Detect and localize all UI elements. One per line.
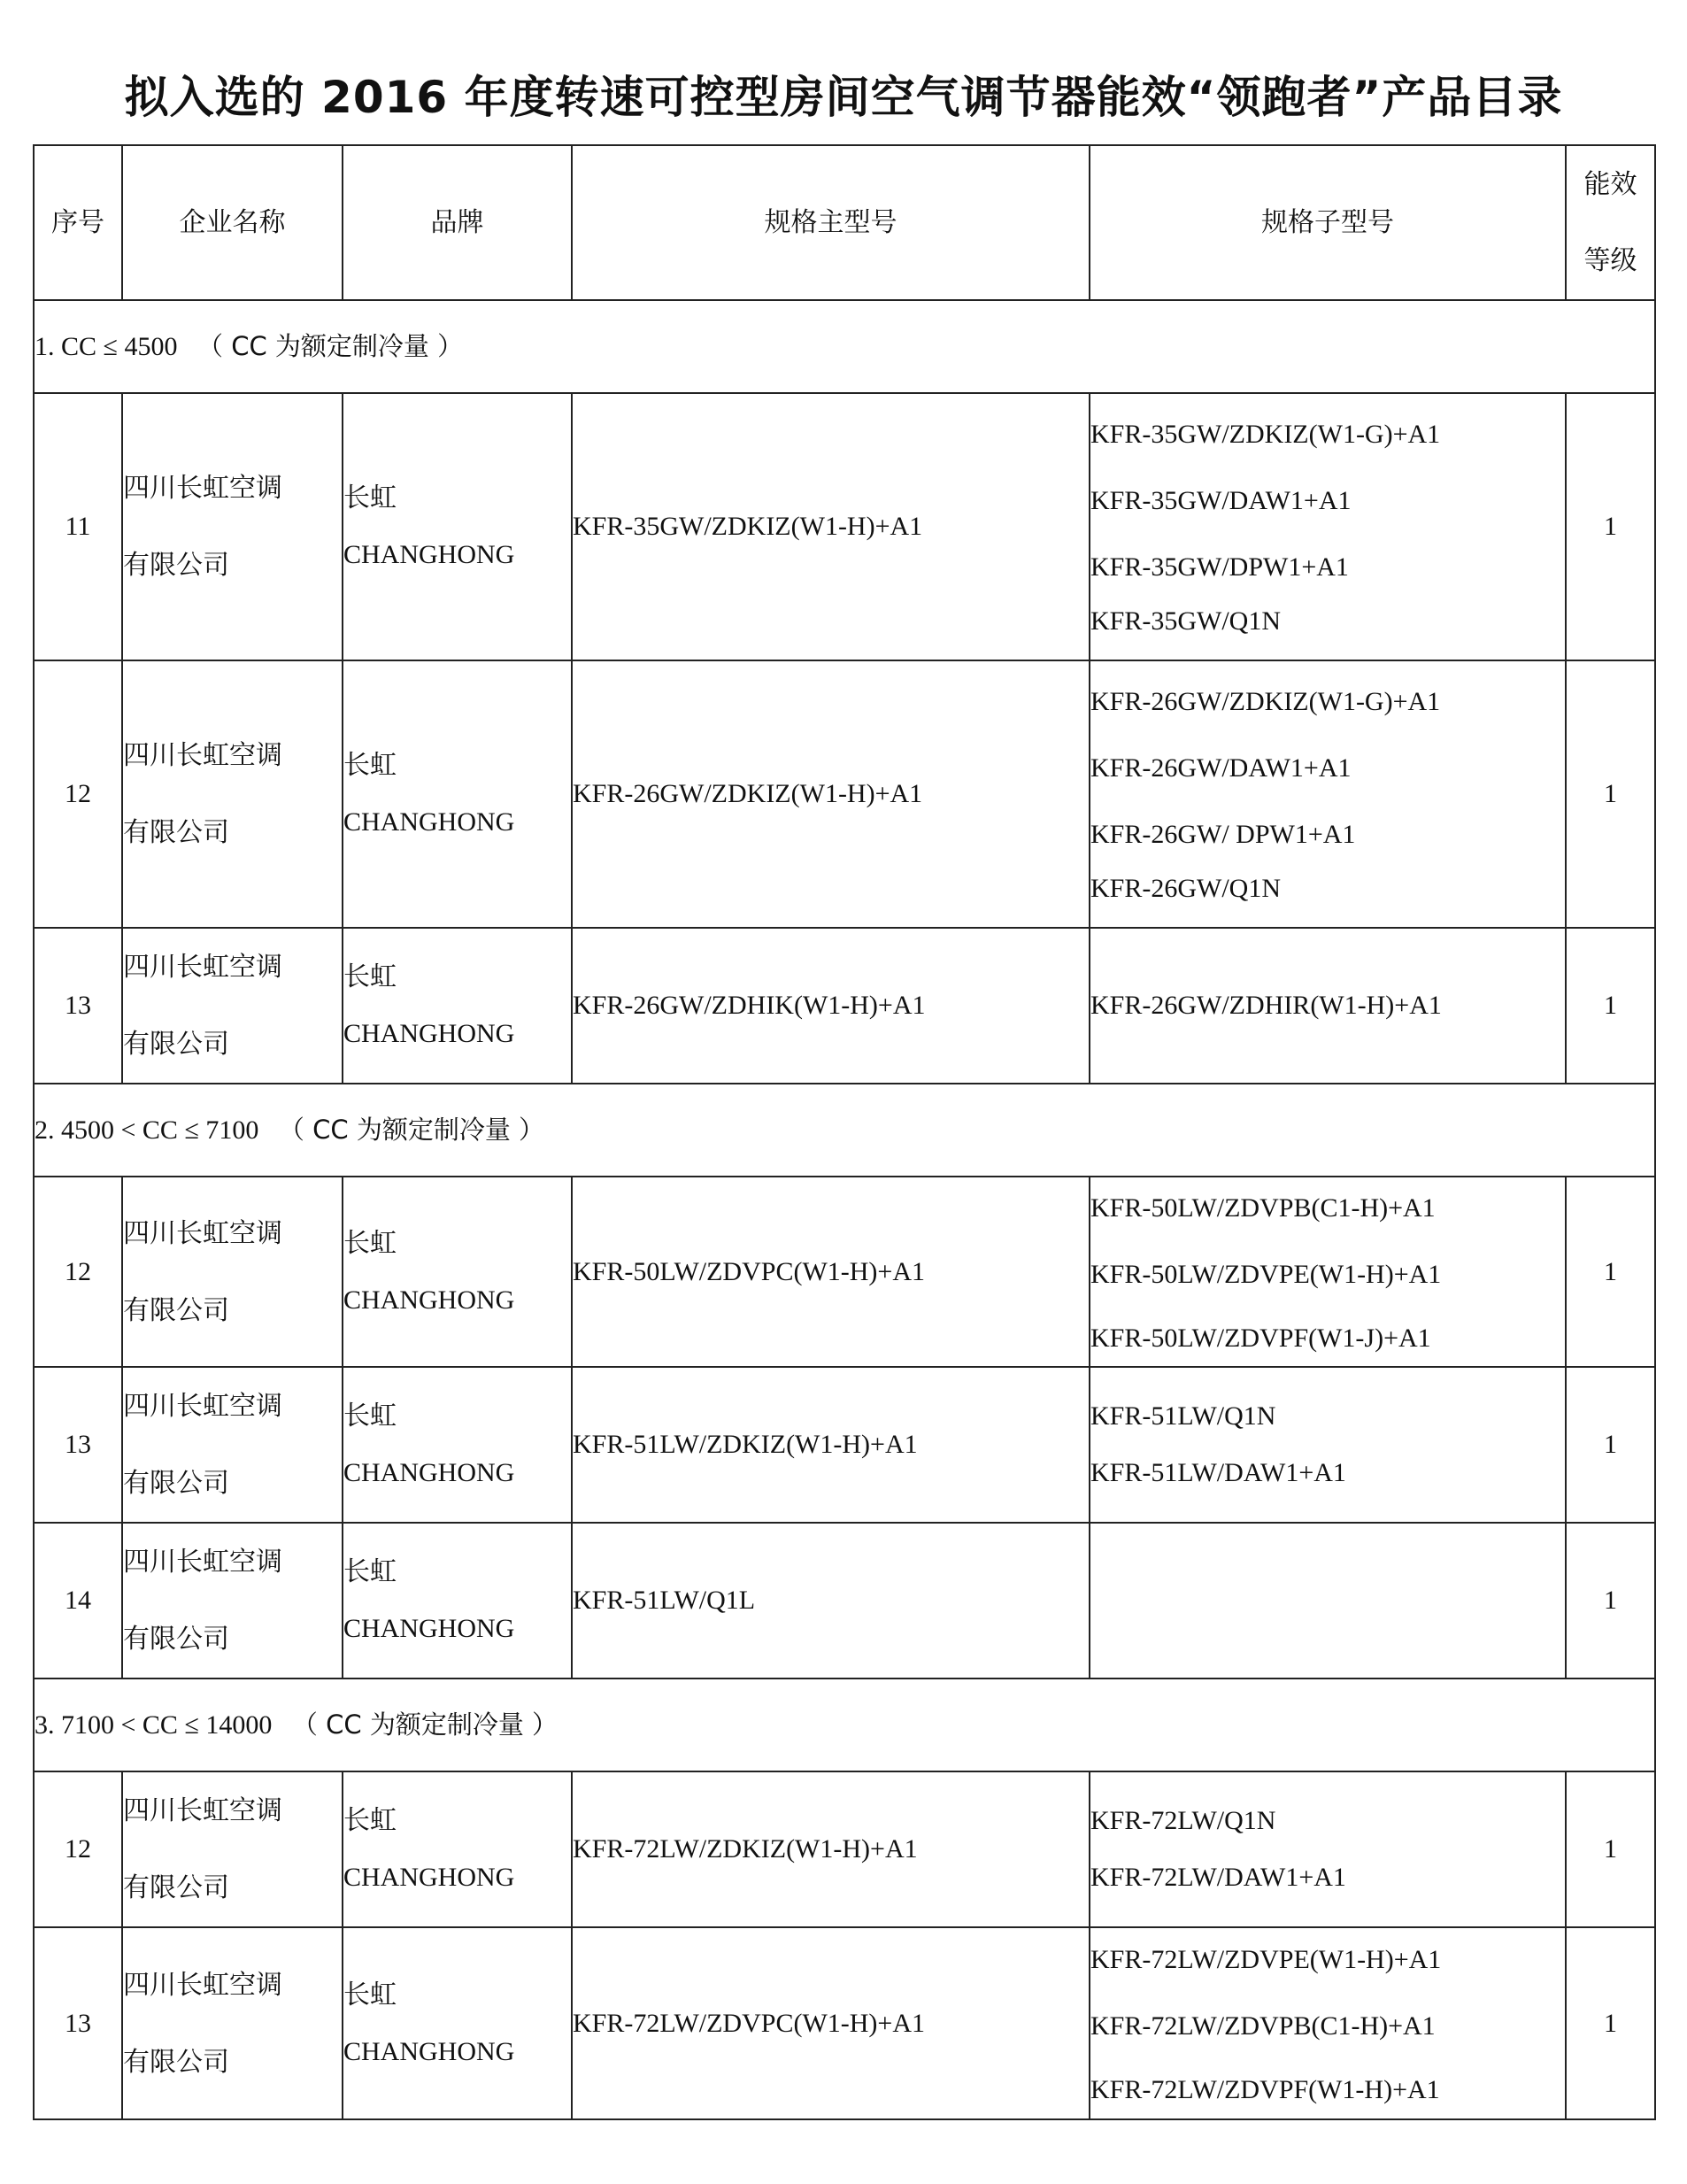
- row-seq: 13: [34, 928, 122, 1084]
- section-label: 2. 4500 < CC ≤ 7100: [35, 1115, 259, 1145]
- row-sub-models: [1090, 1523, 1566, 1679]
- row-grade: 1: [1566, 1771, 1655, 1927]
- row-grade: 1: [1566, 660, 1655, 928]
- row-company: 四川长虹空调 有限公司: [122, 1523, 343, 1679]
- row-grade: 1: [1566, 1927, 1655, 2119]
- section-note: （ CC 为额定制冷量 ）: [278, 1114, 545, 1145]
- row-brand: 长虹 CHANGHONG: [343, 928, 572, 1084]
- sub-model: KFR-26GW/DAW1+A1: [1090, 753, 1352, 783]
- row-seq: 13: [34, 1367, 122, 1523]
- sub-model: KFR-50LW/ZDVPF(W1-J)+A1: [1090, 1323, 1431, 1353]
- sub-model: KFR-35GW/DAW1+A1: [1090, 486, 1352, 515]
- sub-model: KFR-72LW/DAW1+A1: [1090, 1863, 1346, 1892]
- row-grade: 1: [1566, 1177, 1655, 1367]
- sub-model: KFR-72LW/Q1N: [1090, 1806, 1276, 1835]
- row-main-model: KFR-72LW/ZDKIZ(W1-H)+A1: [572, 1771, 1090, 1927]
- row-sub-models: [1090, 928, 1566, 1084]
- sub-model: KFR-26GW/ DPW1+A1: [1090, 820, 1356, 849]
- sub-model: KFR-26GW/Q1N: [1090, 874, 1281, 903]
- row-main-model: KFR-26GW/ZDKIZ(W1-H)+A1: [572, 660, 1090, 928]
- header-grade-line2: 等级: [1583, 244, 1637, 276]
- sub-model: KFR-26GW/ZDHIR(W1-H)+A1: [1090, 991, 1442, 1020]
- row-grade: 1: [1566, 928, 1655, 1084]
- row-brand: 长虹 CHANGHONG: [343, 1927, 572, 2119]
- table-row: [34, 1523, 1655, 1679]
- section-note: （ CC 为额定制冷量 ）: [291, 1709, 558, 1740]
- row-seq: 13: [34, 1927, 122, 2119]
- sub-model: KFR-35GW/Q1N: [1090, 606, 1281, 636]
- header-brand: 品牌: [343, 145, 572, 300]
- row-main-model: KFR-35GW/ZDKIZ(W1-H)+A1: [572, 393, 1090, 660]
- table-row: [34, 393, 1655, 660]
- row-seq: 12: [34, 1771, 122, 1927]
- row-seq: 14: [34, 1523, 122, 1679]
- row-brand: 长虹 CHANGHONG: [343, 393, 572, 660]
- sub-model: KFR-72LW/ZDVPE(W1-H)+A1: [1090, 1944, 1442, 1974]
- header-seq: 序号: [34, 145, 122, 300]
- row-main-model: KFR-26GW/ZDHIK(W1-H)+A1: [572, 928, 1090, 1084]
- row-sub-models: [1090, 1927, 1566, 2119]
- row-seq: 12: [34, 660, 122, 928]
- header-grade-line1: 能效: [1583, 168, 1637, 200]
- sub-model: KFR-50LW/ZDVPE(W1-H)+A1: [1090, 1259, 1442, 1289]
- row-company: 四川长虹空调 有限公司: [122, 928, 343, 1084]
- header-company: 企业名称: [122, 145, 343, 300]
- row-company: 四川长虹空调 有限公司: [122, 1927, 343, 2119]
- sub-model: KFR-51LW/Q1N: [1090, 1401, 1276, 1431]
- row-grade: 1: [1566, 393, 1655, 660]
- sub-model: KFR-72LW/ZDVPF(W1-H)+A1: [1090, 2074, 1440, 2104]
- section-label: 3. 7100 < CC ≤ 14000: [35, 1709, 273, 1740]
- table-row: [34, 1927, 1655, 2119]
- sub-model: KFR-72LW/ZDVPB(C1-H)+A1: [1090, 2010, 1436, 2041]
- sub-model: KFR-26GW/ZDKIZ(W1-G)+A1: [1090, 687, 1441, 716]
- table-row: [34, 928, 1655, 1084]
- row-sub-models: [1090, 1177, 1566, 1367]
- table-row: [34, 1177, 1655, 1367]
- row-sub-models: [1090, 1771, 1566, 1927]
- row-main-model: KFR-51LW/ZDKIZ(W1-H)+A1: [572, 1367, 1090, 1523]
- row-main-model: KFR-50LW/ZDVPC(W1-H)+A1: [572, 1177, 1090, 1367]
- row-main-model: KFR-72LW/ZDVPC(W1-H)+A1: [572, 1927, 1090, 2119]
- section-note: （ CC 为额定制冷量 ）: [196, 330, 464, 361]
- row-brand: 长虹 CHANGHONG: [343, 1523, 572, 1679]
- row-seq: 12: [34, 1177, 122, 1367]
- sub-model: KFR-35GW/DPW1+A1: [1090, 552, 1349, 582]
- row-grade: 1: [1566, 1523, 1655, 1679]
- row-company: 四川长虹空调 有限公司: [122, 393, 343, 660]
- section-label: 1. CC ≤ 4500: [35, 331, 178, 361]
- sub-model: KFR-35GW/ZDKIZ(W1-G)+A1: [1090, 420, 1441, 449]
- header-main-model: 规格主型号: [572, 145, 1090, 300]
- header-row: [34, 145, 1655, 300]
- row-company: 四川长虹空调 有限公司: [122, 660, 343, 928]
- table-row: [34, 1771, 1655, 1927]
- row-brand: 长虹 CHANGHONG: [343, 1771, 572, 1927]
- header-sub-model: 规格子型号: [1090, 145, 1566, 300]
- section-header: [34, 1679, 1655, 1771]
- row-main-model: KFR-51LW/Q1L: [572, 1523, 1090, 1679]
- table-row: [34, 1367, 1655, 1523]
- row-sub-models: [1090, 1367, 1566, 1523]
- row-company: 四川长虹空调 有限公司: [122, 1367, 343, 1523]
- row-company: 四川长虹空调 有限公司: [122, 1177, 343, 1367]
- sub-model: KFR-50LW/ZDVPB(C1-H)+A1: [1090, 1192, 1436, 1223]
- row-grade: 1: [1566, 1367, 1655, 1523]
- product-table: [33, 144, 1656, 2120]
- table-row: [34, 660, 1655, 928]
- row-company: 四川长虹空调 有限公司: [122, 1771, 343, 1927]
- section-header: [34, 1084, 1655, 1177]
- header-grade: [1566, 145, 1655, 300]
- row-sub-models: [1090, 393, 1566, 660]
- section-header: [34, 300, 1655, 393]
- row-seq: 11: [34, 393, 122, 660]
- row-brand: 长虹 CHANGHONG: [343, 660, 572, 928]
- page-title: 拟入选的 2016 年度转速可控型房间空气调节器能效“领跑者”产品目录: [124, 72, 1563, 123]
- row-brand: 长虹 CHANGHONG: [343, 1367, 572, 1523]
- sub-model: KFR-51LW/DAW1+A1: [1090, 1458, 1346, 1487]
- row-brand: 长虹 CHANGHONG: [343, 1177, 572, 1367]
- row-sub-models: [1090, 660, 1566, 928]
